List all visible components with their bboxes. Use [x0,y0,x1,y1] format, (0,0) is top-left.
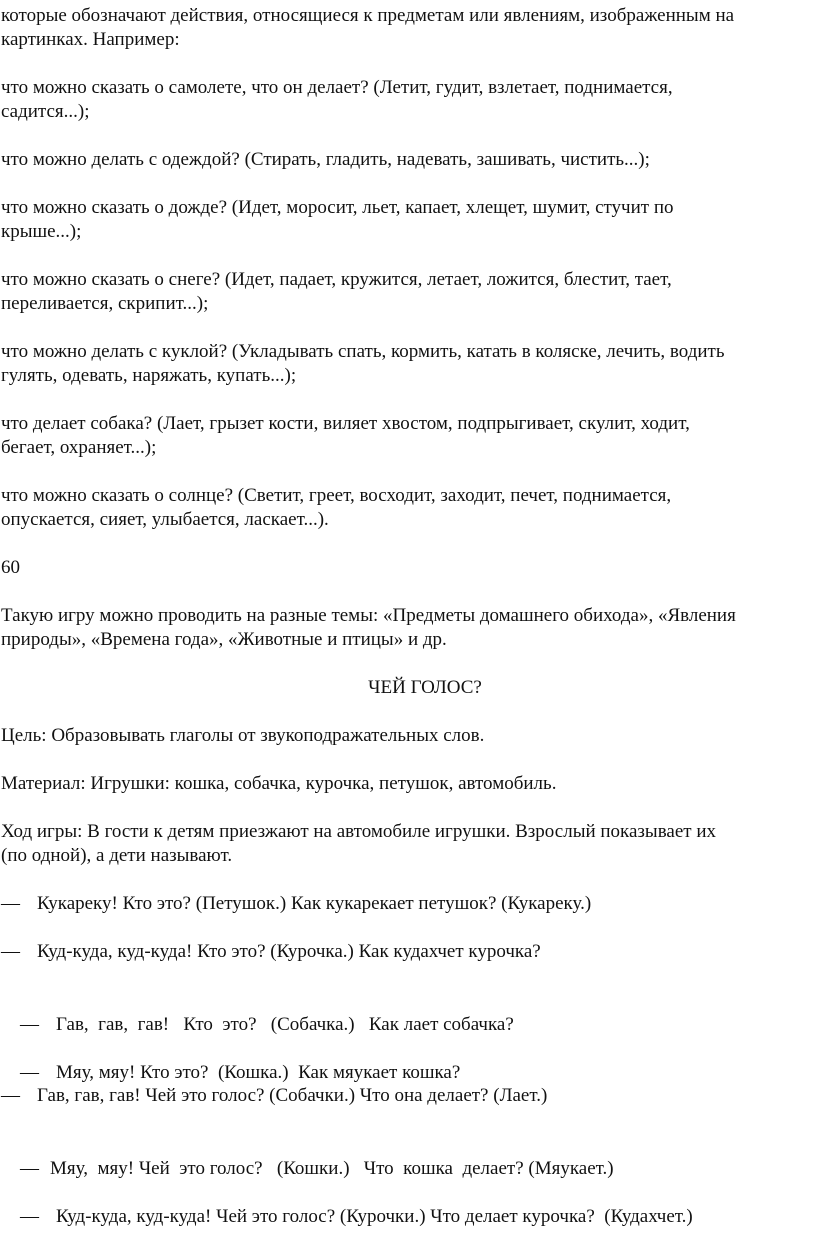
dash-mark: — [20,1206,39,1227]
dialogue-line [1,1179,816,1254]
paragraph-doll-line1: что можно делать с куклой? (Укладывать спать, кормить, катать в коляске, лечить, водить [1,341,725,362]
paragraph-sun-line1: что можно сказать о солнце? (Светит, греет, восходит, заходит, печет, поднимается, [1,485,672,506]
paragraph-airplane-line2: садится...); [1,101,90,122]
game-description-line1: Ход игры: В гости к детям приезжают на автомобиле игрушки. Взрослый показывает их [1,821,716,842]
section-heading: ЧЕЙ ГОЛОС? [368,677,482,698]
dialogue-line [1,891,816,916]
goal-text: Цель: Образовывать глаголы от звукоподражательных слов. [1,725,485,746]
paragraph-airplane-line1: что можно сказать о самолете, что он делает? (Летит, гудит, взлетает, поднимается, [1,77,673,98]
material-text: Материал: Игрушки: кошка, собачка, курочка, петушок, автомобиль. [1,773,557,794]
paragraph-doll-line2: гулять, одевать, наряжать, купать...); [1,365,297,386]
dialogue-text: Гав, гав, гав! Кто это? (Собачка.) Как лает собачка? [56,1014,514,1035]
dialogue-text: Мяу, мяу! Кто это? (Кошка.) Как мяукает кошка? [56,1062,461,1083]
paragraph-clothes: что можно делать с одеждой? (Стирать, гладить, надевать, зашивать, чистить...); [1,149,650,170]
dash-mark: — [20,1158,39,1179]
paragraph-intro-line1: которые обозначают действия, относящиеся к предметам или явлениям, изображенным на [1,5,735,26]
paragraph-rain-line1: что можно сказать о дожде? (Идет, моросит, льет, капает, хлещет, шумит, стучит по [1,197,674,218]
dash-mark: — [20,1062,39,1083]
paragraph-themes-line1: Такую игру можно проводить на разные темы: «Предметы домашнего обихода», «Явления [1,605,736,626]
paragraph-dog-line2: бегает, охраняет...); [1,437,157,458]
paragraph-themes-line2: природы», «Времена года», «Животные и птицы» и др. [1,629,447,650]
dash-mark: — [1,1085,20,1106]
paragraph-sun-line2: опускается, сияет, улыбается, ласкает...). [1,509,329,530]
paragraph-dog-line1: что делает собака? (Лает, грызет кости, виляет хвостом, подпрыгивает, скулит, ходит, [1,413,690,434]
dialogue-text: Кукареку! Кто это? (Петушок.) Как кукарекает петушок? (Кукареку.) [37,893,592,914]
dash-mark: — [1,941,20,962]
dialogue-text: Куд-куда, куд-куда! Чей это голос? (Курочки.) Что делает курочка? (Кудахчет.) [56,1206,693,1227]
dash-mark: — [1,893,20,914]
paragraph-snow-line1: что можно сказать о снеге? (Идет, падает, кружится, летает, ложится, блестит, тает, [1,269,672,290]
dialogue-text: Мяу, мяу! Чей это голос? (Кошки.) Что кошка делает? (Мяукает.) [50,1158,614,1179]
dash-mark: — [20,1014,39,1035]
paragraph-snow-line2: переливается, скрипит...); [1,293,209,314]
paragraph-rain-line2: крыше...); [1,221,82,242]
paragraph-intro-line2: картинках. Например: [1,29,180,50]
page-number: 60 [1,557,20,578]
dialogue-line [1,1083,816,1108]
dialogue-line [1,939,816,964]
dialogue-text: Гав, гав, гав! Чей это голос? (Собачки.) Что она делает? (Лает.) [37,1085,548,1106]
game-description-line2: (по одной), а дети называют. [1,845,233,866]
dialogue-text: Куд-куда, куд-куда! Кто это? (Курочка.) Как кудахчет курочка? [37,941,541,962]
